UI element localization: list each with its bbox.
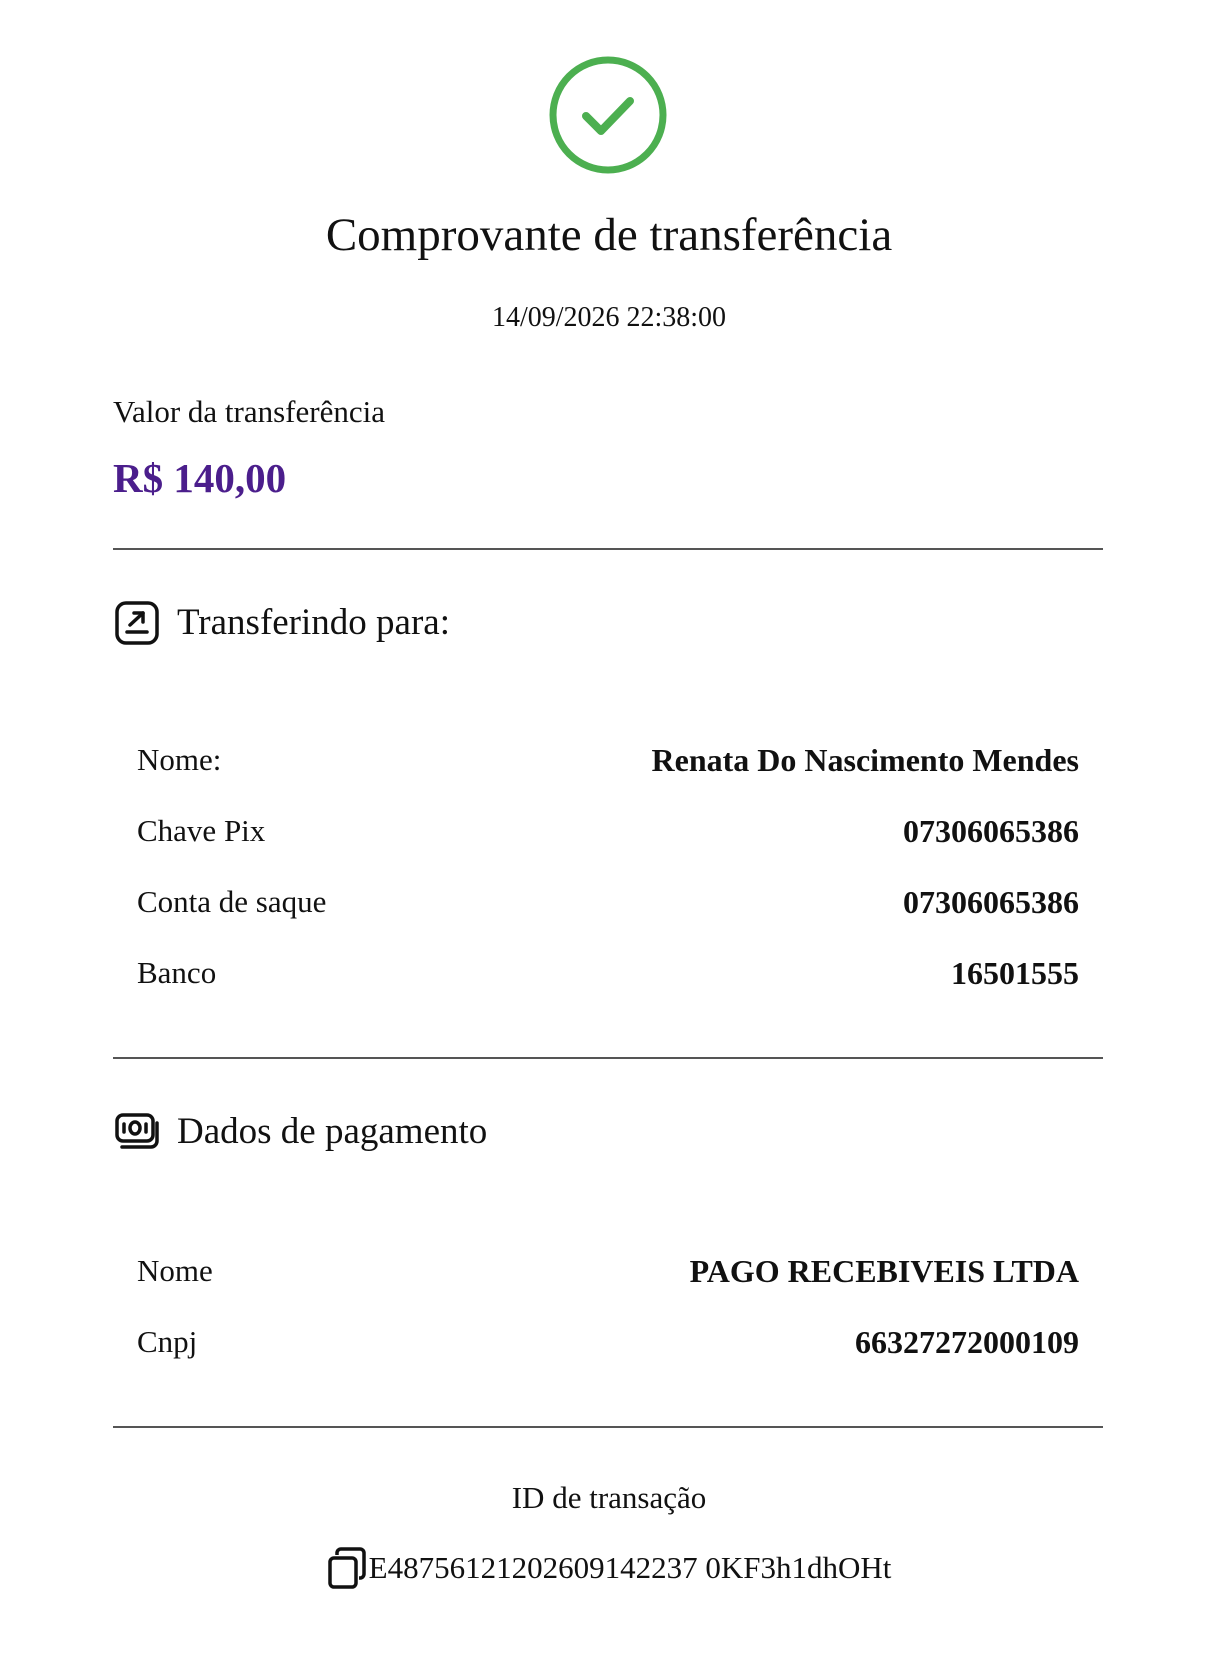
detail-label: Nome: [137,742,222,777]
transaction-id-label: ID de transação [511,1480,707,1515]
divider [113,1426,1103,1428]
detail-label: Banco [137,955,217,990]
detail-value: 16501555 [951,955,1079,991]
detail-value: PAGO RECEBIVEIS LTDA [689,1253,1079,1289]
detail-value: 07306065386 [903,884,1079,920]
detail-row [137,951,1079,995]
payment-section-header [113,1106,487,1158]
detail-value: Renata Do Nascimento Mendes [651,742,1079,778]
detail-value: 66327272000109 [855,1324,1079,1360]
transaction-id-value: E48756121202609142237 0KF3h1dhOHt [368,1550,892,1585]
detail-row [137,809,1079,853]
transfer-datetime: 14/09/2026 22:38:00 [491,302,727,333]
payment-section-title: Dados de pagamento [177,1111,488,1152]
copy-icon[interactable] [327,1546,367,1590]
detail-row [137,738,1079,782]
check-circle-icon [548,55,668,175]
detail-label: Cnpj [137,1324,198,1359]
amount-label: Valor da transferência [113,394,385,429]
detail-value: 07306065386 [903,813,1079,849]
detail-row [137,880,1079,924]
page-title: Comprovante de transferência [325,209,893,261]
recipient-section-header [113,597,450,649]
banknotes-icon [113,1108,161,1156]
detail-label: Chave Pix [137,813,266,848]
detail-row [137,1320,1079,1364]
transaction-id-row [0,1546,1218,1590]
divider [113,1057,1103,1059]
detail-row [137,1249,1079,1293]
divider [113,548,1103,550]
amount-value: R$ 140,00 [113,455,287,501]
recipient-section-title: Transferindo para: [177,602,450,643]
detail-label: Conta de saque [137,884,327,919]
arrow-up-right-square-icon [113,599,161,647]
detail-label: Nome [137,1253,213,1288]
